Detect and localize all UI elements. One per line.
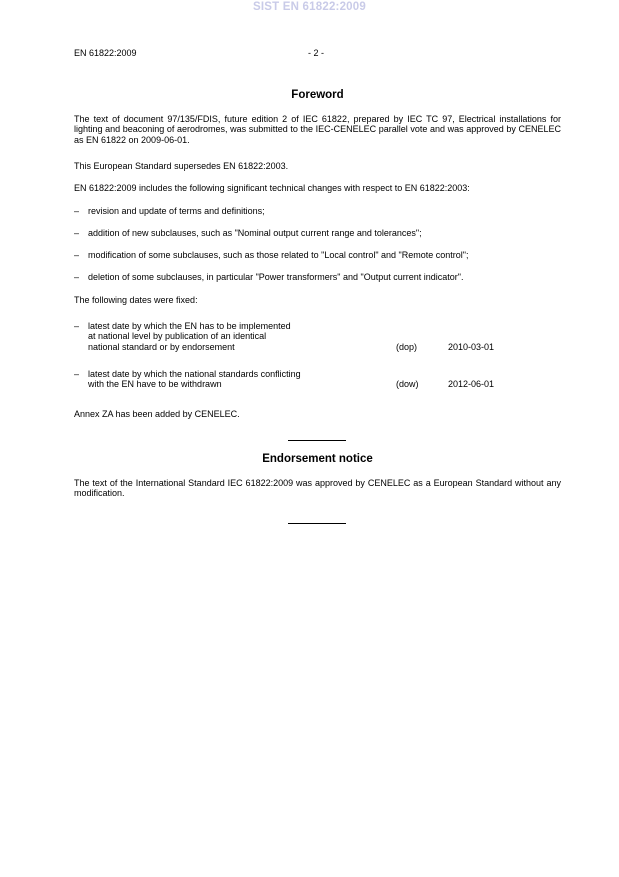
list-item-text: addition of new subclauses, such as "Nominal output current range and tolerances";	[88, 228, 422, 238]
header-doc-id: EN 61822:2009	[74, 48, 137, 58]
date-item-line: with the EN have to be withdrawn	[88, 379, 222, 390]
foreword-title: Foreword	[291, 89, 344, 101]
endorsement-text: The text of the International Standard IEC 61822:2009 was approved by CENELEC as a European Standard without any modification.	[74, 478, 561, 499]
date-item-line: latest date by which the EN has to be implemented	[88, 321, 291, 331]
section-divider	[288, 523, 346, 524]
watermark: SIST EN 61822:2009	[253, 1, 366, 13]
list-dash: –	[74, 206, 80, 216]
date-value: 2010-03-01	[448, 341, 495, 352]
date-item-line: at national level by publication of an identical	[88, 331, 267, 342]
date-item-text	[88, 321, 388, 352]
date-item-text	[88, 369, 388, 390]
date-abbr: (dop)	[396, 341, 418, 352]
annex-note: Annex ZA has been added by CENELEC.	[74, 409, 240, 419]
list-dash: –	[74, 250, 80, 260]
list-dash: –	[74, 272, 80, 282]
date-abbr: (dow)	[396, 379, 419, 390]
section-divider	[288, 440, 346, 441]
list-dash: –	[74, 228, 80, 238]
foreword-dates-intro: The following dates were fixed:	[74, 295, 198, 305]
date-item-line: national standard or by endorsement	[88, 341, 235, 352]
foreword-supersedes: This European Standard supersedes EN 61822:2003.	[74, 161, 289, 171]
date-value: 2012-06-01	[448, 379, 495, 390]
foreword-intro: The text of document 97/135/FDIS, future edition 2 of IEC 61822, prepared by IEC TC 97, Electrical installations for lighting and beaconing of aerodromes, was submitted to the IEC-CENELEC parallel vote and was approved by CENELEC as EN 61822 on 2009-06-01.	[74, 114, 561, 145]
foreword-changes-intro: EN 61822:2009 includes the following significant technical changes with respect to EN 61822:2003:	[74, 183, 470, 193]
list-dash: –	[74, 369, 80, 379]
header-page-number: - 2 -	[308, 48, 325, 58]
list-item-text: modification of some subclauses, such as those related to "Local control" and "Remote control";	[88, 250, 469, 260]
list-item-text: revision and update of terms and definitions;	[88, 206, 265, 216]
endorsement-title: Endorsement notice	[262, 453, 373, 465]
date-item-line: latest date by which the national standards conflicting	[88, 369, 301, 379]
list-item-text: deletion of some subclauses, in particular "Power transformers" and "Output current indicator".	[88, 272, 464, 282]
list-dash: –	[74, 321, 80, 331]
